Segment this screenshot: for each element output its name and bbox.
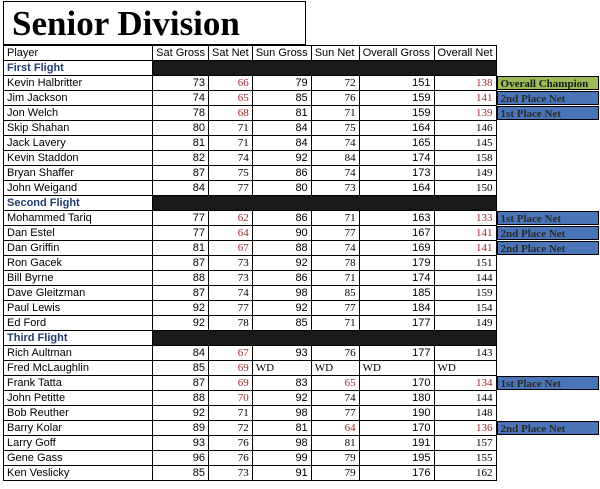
sun-gross-cell: 83	[252, 376, 311, 391]
note-cell	[496, 391, 599, 406]
player-name: Kevin Halbritter	[4, 76, 153, 91]
sun-net-cell: 79	[311, 451, 359, 466]
player-name: Gene Gass	[4, 451, 153, 466]
player-name: Dan Estel	[4, 226, 153, 241]
note-cell	[496, 76, 599, 91]
note-cell	[496, 406, 599, 421]
sun-net-cell: 71	[311, 106, 359, 121]
table-row	[4, 166, 600, 181]
note-cell	[496, 466, 599, 481]
table-row	[4, 346, 600, 361]
table-row	[4, 226, 600, 241]
sun-gross-cell: 91	[252, 466, 311, 481]
note-cell	[496, 256, 599, 271]
overall-gross-cell: 159	[359, 106, 434, 121]
overall-gross-cell: 177	[359, 316, 434, 331]
sun-gross-cell: 98	[252, 286, 311, 301]
sat-net-cell: 75	[209, 166, 253, 181]
note-cell	[496, 376, 599, 391]
header-sun-net: Sun Net	[311, 46, 359, 61]
note-cell	[496, 106, 599, 121]
sat-gross-cell: 93	[153, 436, 209, 451]
sun-gross-cell: WD	[252, 361, 311, 376]
player-name: Bob Reuther	[4, 406, 153, 421]
sat-net-cell: 74	[209, 151, 253, 166]
table-row	[4, 121, 600, 136]
player-name: Rich Aultman	[4, 346, 153, 361]
overall-gross-cell: 190	[359, 406, 434, 421]
sun-net-cell: WD	[311, 361, 359, 376]
sun-net-cell: 72	[311, 76, 359, 91]
overall-net-cell: 155	[434, 451, 496, 466]
sat-net-cell: 74	[209, 286, 253, 301]
sun-net-cell: 71	[311, 316, 359, 331]
sat-gross-cell: 88	[153, 271, 209, 286]
note-cell	[496, 121, 599, 136]
sat-net-cell: 76	[209, 436, 253, 451]
table-row	[4, 241, 600, 256]
sun-net-cell: 84	[311, 151, 359, 166]
overall-gross-cell: 174	[359, 151, 434, 166]
overall-net-cell: 145	[434, 136, 496, 151]
overall-gross-cell: 159	[359, 91, 434, 106]
overall-net-cell: 144	[434, 391, 496, 406]
overall-gross-cell: 151	[359, 76, 434, 91]
player-name: Bill Byrne	[4, 271, 153, 286]
sat-gross-cell: 81	[153, 241, 209, 256]
sun-gross-cell: 81	[252, 106, 311, 121]
header-row	[4, 46, 600, 61]
note-cell	[496, 301, 599, 316]
sun-net-cell: 74	[311, 166, 359, 181]
sat-net-cell: 64	[209, 226, 253, 241]
sun-gross-cell: 92	[252, 151, 311, 166]
flight-header-row	[4, 331, 600, 346]
sun-gross-cell: 86	[252, 211, 311, 226]
player-name: Jack Lavery	[4, 136, 153, 151]
sat-gross-cell: 89	[153, 421, 209, 436]
header-sat-gross: Sat Gross	[153, 46, 209, 61]
sun-gross-cell: 85	[252, 316, 311, 331]
overall-net-cell: 141	[434, 241, 496, 256]
overall-gross-cell: 191	[359, 436, 434, 451]
player-name: Kevin Staddon	[4, 151, 153, 166]
overall-gross-cell: 185	[359, 286, 434, 301]
overall-net-cell: 149	[434, 316, 496, 331]
sat-gross-cell: 92	[153, 301, 209, 316]
overall-net-cell: 133	[434, 211, 496, 226]
sat-gross-cell: 77	[153, 226, 209, 241]
overall-net-cell: 158	[434, 151, 496, 166]
overall-net-cell: 151	[434, 256, 496, 271]
table-row	[4, 91, 600, 106]
sat-gross-cell: 81	[153, 136, 209, 151]
sun-net-cell: 75	[311, 121, 359, 136]
sun-net-cell: 81	[311, 436, 359, 451]
result-badge: 1st Place Net	[497, 106, 599, 120]
overall-net-cell: 134	[434, 376, 496, 391]
player-name: Bryan Shaffer	[4, 166, 153, 181]
note-cell	[496, 316, 599, 331]
player-name: Mohammed Tariq	[4, 211, 153, 226]
sat-net-cell: 71	[209, 121, 253, 136]
overall-gross-cell: 164	[359, 181, 434, 196]
sat-gross-cell: 74	[153, 91, 209, 106]
sat-net-cell: 77	[209, 301, 253, 316]
sun-gross-cell: 99	[252, 451, 311, 466]
overall-net-cell: 162	[434, 466, 496, 481]
table-row	[4, 466, 600, 481]
player-name: Jon Welch	[4, 106, 153, 121]
sat-gross-cell: 73	[153, 76, 209, 91]
sun-net-cell: 71	[311, 211, 359, 226]
sat-net-cell: 70	[209, 391, 253, 406]
sun-net-cell: 71	[311, 271, 359, 286]
note-cell	[496, 451, 599, 466]
sat-gross-cell: 87	[153, 256, 209, 271]
overall-net-cell: 143	[434, 346, 496, 361]
result-badge: 1st Place Net	[497, 211, 599, 225]
sat-gross-cell: 92	[153, 316, 209, 331]
player-name: Ken Veslicky	[4, 466, 153, 481]
overall-net-cell: 146	[434, 121, 496, 136]
player-name: Dave Gleitzman	[4, 286, 153, 301]
overall-net-cell: WD	[434, 361, 496, 376]
flight-header-row	[4, 196, 600, 211]
overall-net-cell: 136	[434, 421, 496, 436]
sat-net-cell: 71	[209, 406, 253, 421]
overall-gross-cell: 180	[359, 391, 434, 406]
player-name: Ed Ford	[4, 316, 153, 331]
note-cell	[496, 436, 599, 451]
sun-net-cell: 77	[311, 406, 359, 421]
sun-gross-cell: 86	[252, 271, 311, 286]
header-overall-gross: Overall Gross	[359, 46, 434, 61]
sat-net-cell: 77	[209, 181, 253, 196]
sat-gross-cell: 84	[153, 181, 209, 196]
sat-net-cell: 73	[209, 271, 253, 286]
sat-gross-cell: 87	[153, 376, 209, 391]
player-name: Paul Lewis	[4, 301, 153, 316]
result-badge: 1st Place Net	[497, 376, 599, 390]
table-row	[4, 286, 600, 301]
player-name: Larry Goff	[4, 436, 153, 451]
overall-gross-cell: 167	[359, 226, 434, 241]
overall-net-cell: 138	[434, 76, 496, 91]
header-sat-net: Sat Net	[209, 46, 253, 61]
overall-net-cell: 157	[434, 436, 496, 451]
header-note-spacer	[496, 46, 599, 61]
header-overall-net: Overall Net	[434, 46, 496, 61]
flight-name: Third Flight	[4, 331, 153, 346]
result-badge: 2nd Place Net	[497, 421, 599, 435]
note-cell	[496, 361, 599, 376]
flight-header-row	[4, 61, 600, 76]
result-badge: 2nd Place Net	[497, 91, 599, 105]
note-cell	[496, 241, 599, 256]
table-row	[4, 271, 600, 286]
table-row	[4, 376, 600, 391]
sun-net-cell: 78	[311, 256, 359, 271]
overall-gross-cell: 170	[359, 376, 434, 391]
overall-net-cell: 141	[434, 91, 496, 106]
sun-gross-cell: 98	[252, 436, 311, 451]
sun-net-cell: 65	[311, 376, 359, 391]
overall-gross-cell: 176	[359, 466, 434, 481]
table-row	[4, 136, 600, 151]
result-badge: 2nd Place Net	[497, 241, 599, 255]
sat-net-cell: 65	[209, 91, 253, 106]
sun-net-cell: 77	[311, 226, 359, 241]
table-row	[4, 406, 600, 421]
note-spacer	[496, 331, 599, 346]
sun-gross-cell: 98	[252, 406, 311, 421]
sat-gross-cell: 82	[153, 151, 209, 166]
overall-net-cell: 150	[434, 181, 496, 196]
table-row	[4, 436, 600, 451]
player-name: Dan Griffin	[4, 241, 153, 256]
table-row	[4, 451, 600, 466]
note-cell	[496, 271, 599, 286]
results-table	[3, 45, 600, 481]
header-player: Player	[4, 46, 153, 61]
note-cell	[496, 91, 599, 106]
flight-band	[153, 331, 496, 346]
sat-net-cell: 66	[209, 76, 253, 91]
overall-gross-cell: 169	[359, 241, 434, 256]
sat-net-cell: 76	[209, 451, 253, 466]
sun-gross-cell: 92	[252, 301, 311, 316]
sat-gross-cell: 96	[153, 451, 209, 466]
sun-gross-cell: 80	[252, 181, 311, 196]
sun-net-cell: 74	[311, 391, 359, 406]
note-cell	[496, 136, 599, 151]
sat-net-cell: 73	[209, 256, 253, 271]
player-name: John Weigand	[4, 181, 153, 196]
overall-net-cell: 144	[434, 271, 496, 286]
overall-gross-cell: 174	[359, 271, 434, 286]
sun-net-cell: 76	[311, 346, 359, 361]
flight-name: First Flight	[4, 61, 153, 76]
note-cell	[496, 226, 599, 241]
sun-gross-cell: 79	[252, 76, 311, 91]
sun-gross-cell: 86	[252, 166, 311, 181]
table-row	[4, 391, 600, 406]
sat-gross-cell: 87	[153, 286, 209, 301]
note-cell	[496, 421, 599, 436]
overall-gross-cell: 177	[359, 346, 434, 361]
result-badge: Overall Champion	[497, 76, 599, 90]
sat-net-cell: 67	[209, 346, 253, 361]
player-name: Skip Shahan	[4, 121, 153, 136]
overall-net-cell: 139	[434, 106, 496, 121]
overall-gross-cell: 173	[359, 166, 434, 181]
sat-net-cell: 72	[209, 421, 253, 436]
header-sun-gross: Sun Gross	[252, 46, 311, 61]
sun-gross-cell: 92	[252, 256, 311, 271]
sat-gross-cell: 85	[153, 361, 209, 376]
sat-gross-cell: 78	[153, 106, 209, 121]
player-name: Frank Tatta	[4, 376, 153, 391]
sat-net-cell: 62	[209, 211, 253, 226]
player-name: Barry Kolar	[4, 421, 153, 436]
flight-band	[153, 196, 496, 211]
table-row	[4, 181, 600, 196]
overall-net-cell: 154	[434, 301, 496, 316]
overall-net-cell: 141	[434, 226, 496, 241]
sun-gross-cell: 81	[252, 421, 311, 436]
player-name: John Petitte	[4, 391, 153, 406]
sat-gross-cell: 85	[153, 466, 209, 481]
sun-net-cell: 74	[311, 241, 359, 256]
sat-gross-cell: 87	[153, 166, 209, 181]
note-spacer	[496, 196, 599, 211]
sat-gross-cell: 80	[153, 121, 209, 136]
overall-gross-cell: 184	[359, 301, 434, 316]
sat-net-cell: 73	[209, 466, 253, 481]
overall-gross-cell: 170	[359, 421, 434, 436]
sat-net-cell: 69	[209, 376, 253, 391]
player-name: Jim Jackson	[4, 91, 153, 106]
flight-band	[153, 61, 496, 76]
player-name: Fred McLaughlin	[4, 361, 153, 376]
sun-gross-cell: 84	[252, 121, 311, 136]
overall-net-cell: 159	[434, 286, 496, 301]
sat-net-cell: 78	[209, 316, 253, 331]
sun-net-cell: 74	[311, 136, 359, 151]
sat-net-cell: 71	[209, 136, 253, 151]
sun-net-cell: 79	[311, 466, 359, 481]
overall-gross-cell: 195	[359, 451, 434, 466]
sun-gross-cell: 88	[252, 241, 311, 256]
page-title: Senior Division	[12, 4, 240, 43]
sun-gross-cell: 90	[252, 226, 311, 241]
table-row	[4, 76, 600, 91]
sun-gross-cell: 85	[252, 91, 311, 106]
overall-gross-cell: 165	[359, 136, 434, 151]
sun-gross-cell: 93	[252, 346, 311, 361]
table-row	[4, 151, 600, 166]
sat-net-cell: 68	[209, 106, 253, 121]
result-badge: 2nd Place Net	[497, 226, 599, 240]
sun-net-cell: 76	[311, 91, 359, 106]
sat-gross-cell: 92	[153, 406, 209, 421]
table-row	[4, 211, 600, 226]
sat-net-cell: 69	[209, 361, 253, 376]
table-row	[4, 361, 600, 376]
table-row	[4, 421, 600, 436]
note-spacer	[496, 61, 599, 76]
note-cell	[496, 346, 599, 361]
overall-net-cell: 148	[434, 406, 496, 421]
sat-gross-cell: 77	[153, 211, 209, 226]
note-cell	[496, 181, 599, 196]
flight-name: Second Flight	[4, 196, 153, 211]
sun-net-cell: 64	[311, 421, 359, 436]
sat-net-cell: 67	[209, 241, 253, 256]
note-cell	[496, 211, 599, 226]
sun-net-cell: 77	[311, 301, 359, 316]
note-cell	[496, 286, 599, 301]
sun-gross-cell: 92	[252, 391, 311, 406]
sun-gross-cell: 84	[252, 136, 311, 151]
table-row	[4, 106, 600, 121]
sun-net-cell: 85	[311, 286, 359, 301]
sun-net-cell: 73	[311, 181, 359, 196]
table-row	[4, 316, 600, 331]
overall-gross-cell: 179	[359, 256, 434, 271]
note-cell	[496, 166, 599, 181]
note-cell	[496, 151, 599, 166]
player-name: Ron Gacek	[4, 256, 153, 271]
sat-gross-cell: 84	[153, 346, 209, 361]
table-row	[4, 256, 600, 271]
sat-gross-cell: 88	[153, 391, 209, 406]
title-box	[3, 1, 306, 45]
table-row	[4, 301, 600, 316]
overall-gross-cell: 163	[359, 211, 434, 226]
overall-gross-cell: 164	[359, 121, 434, 136]
overall-gross-cell: WD	[359, 361, 434, 376]
overall-net-cell: 149	[434, 166, 496, 181]
